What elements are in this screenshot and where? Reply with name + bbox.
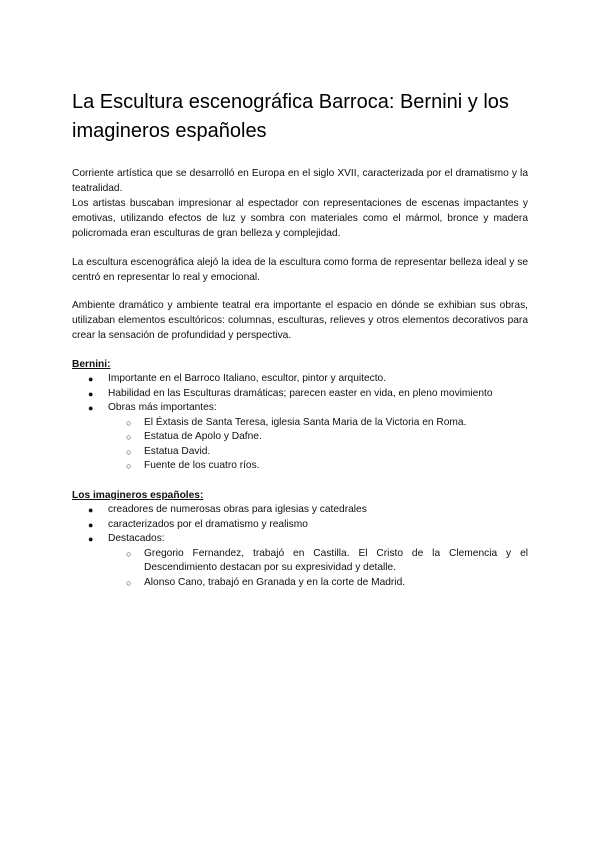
bullet-icon: ● [88,534,94,544]
bullet-icon: ● [88,388,94,399]
bullet-icon: ● [88,403,94,413]
scenographic-paragraph: La escultura escenográfica alejó la idea de la escultura como forma de representar belleza ideal y se centró en representar lo real y emocional. [72,257,528,283]
bernini-list [72,372,528,474]
notable-imagineros-list [108,547,528,591]
list-item: ○ Estatua de Apolo y Dafne. [108,430,528,445]
list-item: ○ El Éxtasis de Santa Teresa, iglesia Santa Maria de la Victoria en Roma. [108,416,528,431]
list-item: ○ Gregorio Fernandez, trabajó en Castilla. El Cristo de la Clemencia y el Descendimiento destacan por su expresividad y detalle. [126,547,528,573]
imagineros-heading: Los imagineros españoles: [72,490,204,501]
hollow-bullet-icon: ○ [126,461,132,471]
list-item: ○ Estatua David. [108,445,528,460]
list-item: ● creadores de numerosas obras para iglesias y catedrales [72,503,528,518]
list-item: ○ Fuente de los cuatro ríos. [108,459,528,474]
hollow-bullet-icon: ○ [126,432,132,442]
document-title: La Escultura escenográfica Barroca: Bernini y los imagineros españoles [72,91,509,142]
list-item: ● Destacados: ○ Gregorio Fernandez, trabajó en Castilla. El Cristo de la Clemencia y el Descendimiento destacan por su expresividad y detalle. ○ Alonso Cano, trabajó en Granada y en la corte de Madrid. [72,532,528,590]
bullet-icon: ● [88,505,94,515]
bullet-icon: ● [88,519,94,530]
list-item: ● caracterizados por el dramatismo y realismo [72,518,528,533]
list-item: ● Obras más importantes: ○ El Éxtasis de Santa Teresa, iglesia Santa Maria de la Victoria en Roma. ○ Estatua de Apolo y Dafne. ○ Estatua David. ○ Fuente de los cuatro ríos. [72,401,528,474]
hollow-bullet-icon: ○ [126,548,132,559]
hollow-bullet-icon: ○ [126,446,132,457]
bernini-works-list [108,416,528,474]
ambience-paragraph: Ambiente dramático y ambiente teatral era importante el espacio en dónde se exhibian sus obras, utilizaban elementos escultóricos: columnas, esculturas, relieves y otros elementos decorativos para crear la sensación de profundidad y perspectiva. [72,300,528,341]
hollow-bullet-icon: ○ [126,417,132,428]
bullet-icon: ● [88,374,94,384]
imagineros-list [72,503,528,590]
list-item: ● Importante en el Barroco Italiano, escultor, pintor y arquitecto. [72,372,528,387]
intro-paragraph: Corriente artística que se desarrolló en Europa en el siglo XVII, caracterizada por el dramatismo y la teatralidad. [72,168,528,194]
hollow-bullet-icon: ○ [126,577,132,588]
list-item: ○ Alonso Cano, trabajó en Granada y en la corte de Madrid. [108,576,528,591]
bernini-heading: Bernini: [72,359,111,370]
artists-paragraph: Los artistas buscaban impresionar al espectador con representaciones de escenas impactantes y emotivas, utilizando efectos de luz y sombra con materiales como el mármol, bronce y madera policromada eran esculturas de gran belleza y complejidad. [72,198,528,239]
list-item: ● Habilidad en las Esculturas dramáticas; parecen easter en vida, en pleno movimiento [72,387,528,402]
